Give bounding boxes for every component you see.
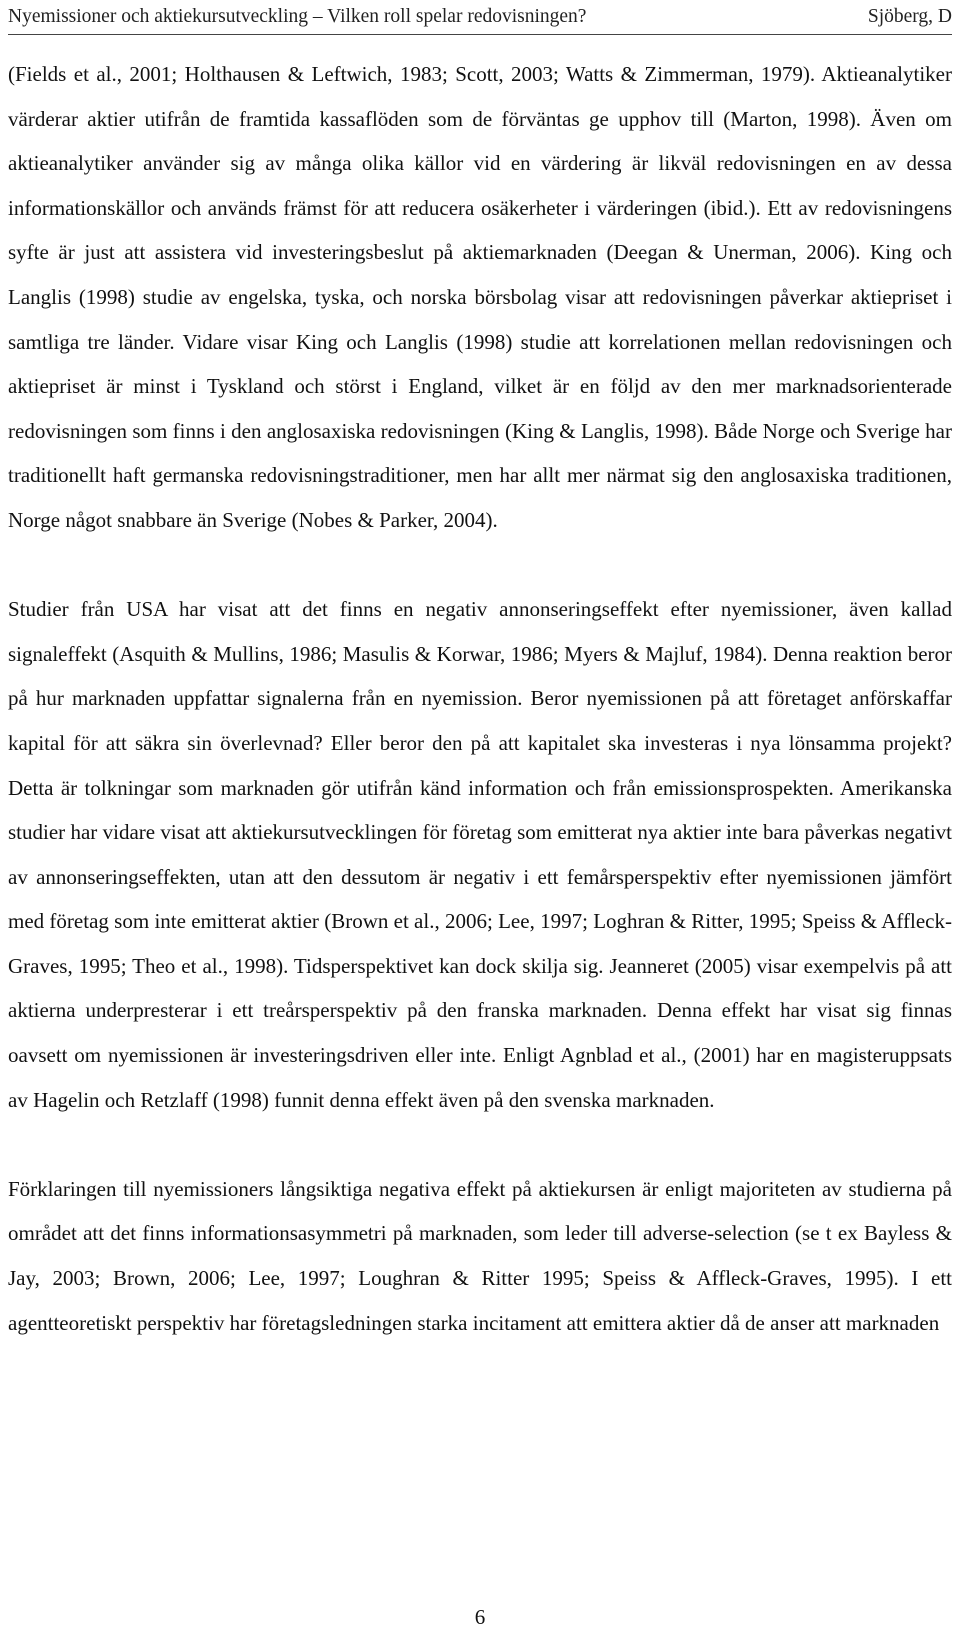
header-author: Sjöberg, D — [867, 6, 952, 27]
header-title: Nyemissioner och aktiekursutveckling – Vilken roll spelar redovisningen? — [8, 6, 587, 27]
body-text — [8, 52, 952, 1345]
paragraph-3: Förklaringen till nyemissioners långsiktiga negativa effekt på aktiekursen är enligt majoriteten av studierna på området att det finns informationsasymmetri på marknaden, som leder till adverse-selection (se t ex Bayless & Jay, 2003; Brown, 2006; Lee, 1997; Loughran & Ritter 1995; Speiss & Affleck-Graves, 1995). I ett agentteoretiskt perspektiv har företagsledningen starka incitament att emittera aktier då de anser att marknaden — [8, 1176, 952, 1335]
page-number: 6 — [474, 1605, 486, 1629]
running-header — [8, 4, 952, 36]
paragraph-1: (Fields et al., 2001; Holthausen & Leftwich, 1983; Scott, 2003; Watts & Zimmerman, 1979). Aktieanalytiker värderar aktier utifrån de framtida kassaflöden som de förväntas ge upphov till (Marton, 1998). Även om aktieanalytiker använder sig av många olika källor vid en värdering är likväl redovisningen en av dessa informationskällor och används främst för att reducera osäkerheter i värderingen (ibid.). Ett av redovisningens syfte är just att assistera vid investeringsbeslut på aktiemarknaden (Deegan & Unerman, 2006). King och Langlis (1998) studie av engelska, tyska, och norska börsbolag visar att redovisningen påverkar aktiepriset i samtliga tre länder. Vidare visar King och Langlis (1998) studie att korrelationen mellan redovisningen och aktiepriset är minst i Tyskland och störst i England, vilket är en följd av den mer marknadsorienterade redovisningen som finns i den anglosaxiska redovisningen (King & Langlis, 1998). Både Norge och Sverige har traditionellt haft germanska redovisningstraditioner, men har allt mer närmat sig den anglosaxiska traditionen, Norge något snabbare än Sverige (Nobes & Parker, 2004). — [8, 62, 952, 532]
paragraph-2: Studier från USA har visat att det finns en negativ annonseringseffekt efter nyemissioner, även kallad signaleffekt (Asquith & Mullins, 1986; Masulis & Korwar, 1986; Myers & Majluf, 1984). Denna reaktion beror på hur marknaden uppfattar signalerna från en nyemission. Beror nyemissionen på att företaget anförskaffar kapital för att säkra sin överlevnad? Eller beror den på att kapitalet ska investeras i nya lönsamma projekt? Detta är tolkningar som marknaden gör utifrån känd information och från emissionsprospekten. Amerikanska studier har vidare visat att aktiekursutvecklingen för företag som emitterat nya aktier inte bara påverkas negativt av annonseringseffekten, utan att den dessutom är negativ i ett femårsperspektiv efter nyemissionen jämfört med företag som inte emitterat aktier (Brown et al., 2006; Lee, 1997; Loghran & Ritter, 1995; Speiss & Affleck-Graves, 1995; Theo et al., 1998). Tidsperspektivet kan dock skilja sig. Jeanneret (2005) visar exempelvis på att aktierna underpresterar i ett treårsperspektiv på den franska marknaden. Denna effekt har visat sig finnas oavsett om nyemissionen är investeringsdriven eller inte. Enligt Agnblad et al., (2001) har en magisteruppsats av Hagelin och Retzlaff (1998) funnit denna effekt även på den svenska marknaden. — [8, 597, 952, 1112]
header-divider — [8, 34, 952, 35]
